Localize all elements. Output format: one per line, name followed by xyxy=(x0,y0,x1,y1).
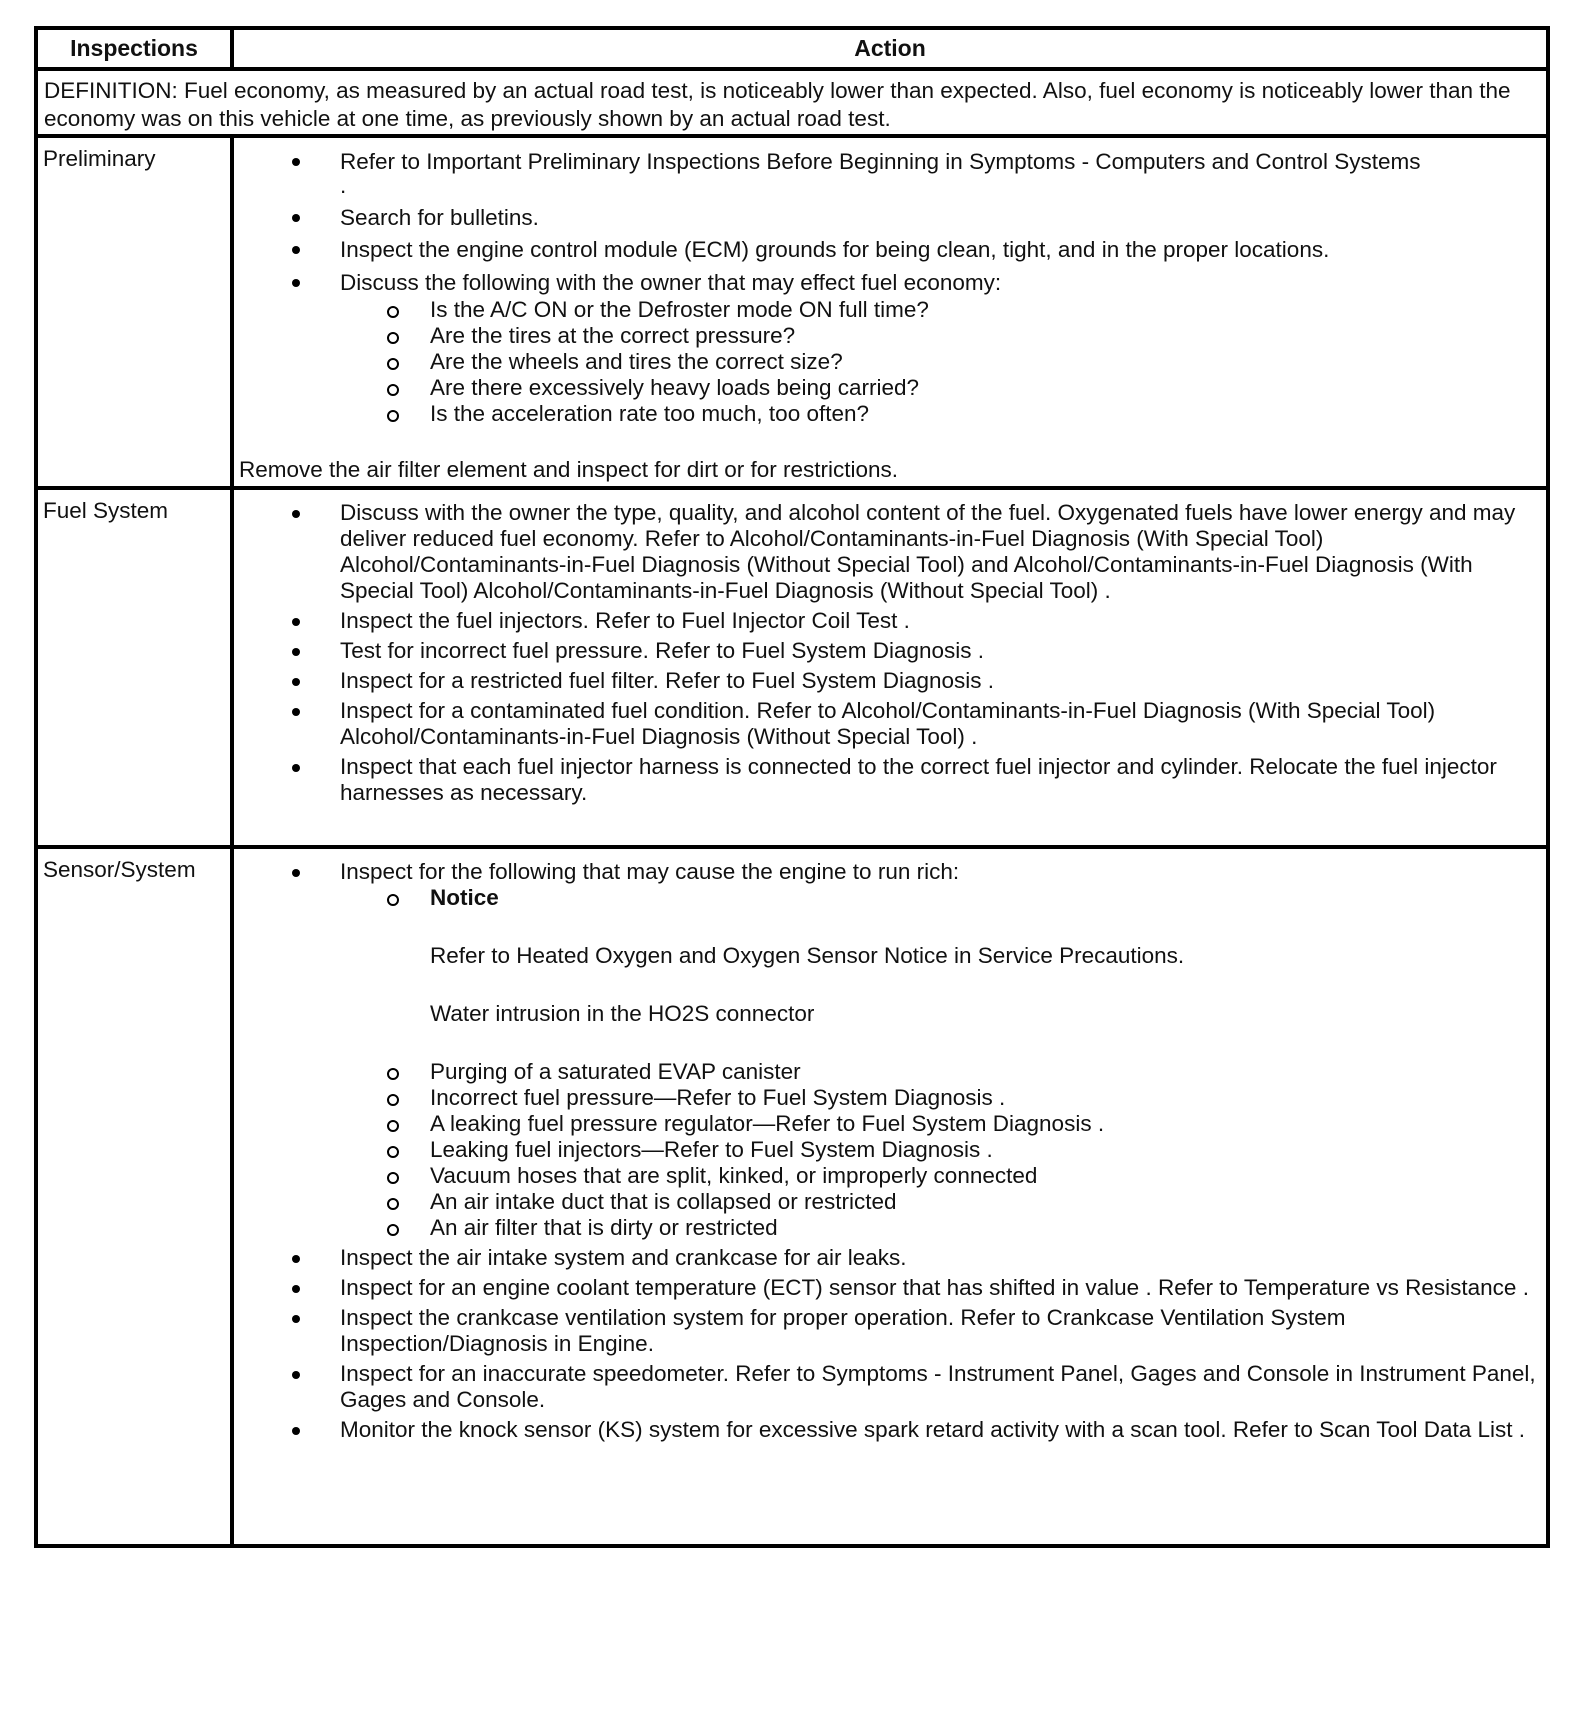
list-item: Purging of a saturated EVAP canister xyxy=(430,1059,1538,1085)
list-item: Vacuum hoses that are split, kinked, or improperly connected xyxy=(430,1163,1538,1189)
definition-text: DEFINITION: Fuel economy, as measured by an actual road test, is noticeably lower than expected. Also, fuel economy is noticeably lower than the economy was on this vehicle at one time, as previously shown by an actual road test. xyxy=(44,78,1511,131)
fuel-system-actions xyxy=(234,490,1546,845)
list-item: Inspect the fuel injectors. Refer to Fuel Injector Coil Test . xyxy=(340,608,1538,634)
inspections-column-header: Inspections xyxy=(38,30,234,67)
preliminary-bullet-list-cont xyxy=(239,204,1538,428)
list-item: Are the tires at the correct pressure? xyxy=(430,323,1538,349)
list-item: Leaking fuel injectors—Refer to Fuel System Diagnosis . xyxy=(430,1137,1538,1163)
trailing-dot: . xyxy=(340,172,347,198)
list-item: Inspect for an engine coolant temperature (ECT) sensor that has shifted in value . Refer to Temperature vs Resistance . xyxy=(340,1275,1538,1301)
list-item: Inspect for an inaccurate speedometer. Refer to Symptoms - Instrument Panel, Gages and Console in Instrument Panel, Gages and Console. xyxy=(340,1361,1538,1413)
notice-text: Refer to Heated Oxygen and Oxygen Sensor Notice in Service Precautions. xyxy=(430,943,1185,968)
list-item: Incorrect fuel pressure—Refer to Fuel System Diagnosis . xyxy=(430,1085,1538,1111)
preliminary-row xyxy=(38,134,1546,486)
preliminary-label: Preliminary xyxy=(38,138,234,486)
preliminary-bullet-text: Refer to Important Preliminary Inspections Before Beginning in Symptoms - Computers and Control Systems xyxy=(340,149,1421,174)
fuel-system-bullet-list xyxy=(239,500,1538,806)
list-item xyxy=(340,148,1538,177)
action-column-header: Action xyxy=(854,35,926,61)
list-item: Is the acceleration rate too much, too often? xyxy=(430,401,1538,427)
preliminary-closing: Remove the air filter element and inspect for dirt or for restrictions. xyxy=(239,456,899,482)
list-item: Discuss the following with the owner that may effect fuel economy: Is the A/C ON or the Defroster mode ON full time? Are the tires at the correct pressure? Are the wheels and tires the correct size? Are there excessively heavy loads being carried? Is the acceleration rate too much, too often? xyxy=(340,269,1538,428)
list-item: Are there excessively heavy loads being carried? xyxy=(430,375,1538,401)
preliminary-actions xyxy=(234,138,1546,486)
notice-title: Notice xyxy=(430,885,499,910)
preliminary-bullet-list xyxy=(239,148,1538,177)
list-item: Search for bulletins. xyxy=(340,204,1538,233)
notice-extra: Water intrusion in the HO2S connector xyxy=(430,1001,815,1026)
list-item: Inspect for a restricted fuel filter. Refer to Fuel System Diagnosis . xyxy=(340,668,1538,694)
sensor-system-bullet-list xyxy=(239,859,1538,1443)
sensor-sub-list xyxy=(330,885,1538,1241)
list-item xyxy=(430,885,1538,1027)
sensor-system-actions xyxy=(234,849,1546,1544)
definition-row xyxy=(38,67,1546,134)
list-item: Test for incorrect fuel pressure. Refer to Fuel System Diagnosis . xyxy=(340,638,1538,664)
fuel-system-row xyxy=(38,486,1546,845)
list-item: Are the wheels and tires the correct size? xyxy=(430,349,1538,375)
table-header-row xyxy=(38,30,1546,67)
list-item: Inspect the crankcase ventilation system for proper operation. Refer to Crankcase Ventilation System Inspection/Diagnosis in Engine. xyxy=(340,1305,1538,1357)
list-item: Inspect that each fuel injector harness is connected to the correct fuel injector and cylinder. Relocate the fuel injector harnesses as necessary. xyxy=(340,754,1538,806)
fuel-system-label: Fuel System xyxy=(38,490,234,845)
list-item: Inspect the engine control module (ECM) grounds for being clean, tight, and in the proper locations. xyxy=(340,236,1538,265)
list-item: Monitor the knock sensor (KS) system for excessive spark retard activity with a scan tool. Refer to Scan Tool Data List . xyxy=(340,1417,1538,1443)
list-item: Inspect the air intake system and crankcase for air leaks. xyxy=(340,1245,1538,1271)
preliminary-sub-list xyxy=(330,297,1538,427)
list-item: Is the A/C ON or the Defroster mode ON full time? xyxy=(430,297,1538,323)
list-item: Inspect for the following that may cause the engine to run rich: Notice Refer to Heated Oxygen and Oxygen Sensor Notice in Service Precautions. Water intrusion in the HO2S connector Purging of a saturated EVAP canister Incorrect fuel pressure—Refer to Fuel System Diagnosis . A leaking fuel pressure regulator—Refer to Fuel System Diagnosis . Leaking fuel injectors—Refer to Fuel System Diagnosis . Vacuum hoses that are split, kinked, or improperly connected An air intake duct that is collapsed or restricted An air filter that is dirty or restricted xyxy=(340,859,1538,1241)
list-item: Inspect for a contaminated fuel condition. Refer to Alcohol/Contaminants-in-Fuel Diagnosis (With Special Tool) Alcohol/Contaminants-in-Fuel Diagnosis (Without Special Tool) . xyxy=(340,698,1538,750)
sensor-system-row xyxy=(38,845,1546,1544)
list-item: Discuss with the owner the type, quality, and alcohol content of the fuel. Oxygenated fuels have lower energy and may deliver reduced fuel economy. Refer to Alcohol/Contaminants-in-Fuel Diagnosis (With Special Tool) Alcohol/Contaminants-in-Fuel Diagnosis (Without Special Tool) and Alcohol/Contaminants-in-Fuel Diagnosis (With Special Tool) Alcohol/Contaminants-in-Fuel Diagnosis (Without Special Tool) . xyxy=(340,500,1538,604)
list-item: A leaking fuel pressure regulator—Refer to Fuel System Diagnosis . xyxy=(430,1111,1538,1137)
sensor-system-label: Sensor/System xyxy=(38,849,234,1544)
list-item: An air intake duct that is collapsed or restricted xyxy=(430,1189,1538,1215)
list-item: An air filter that is dirty or restricted xyxy=(430,1215,1538,1241)
inspection-table xyxy=(34,26,1550,1548)
